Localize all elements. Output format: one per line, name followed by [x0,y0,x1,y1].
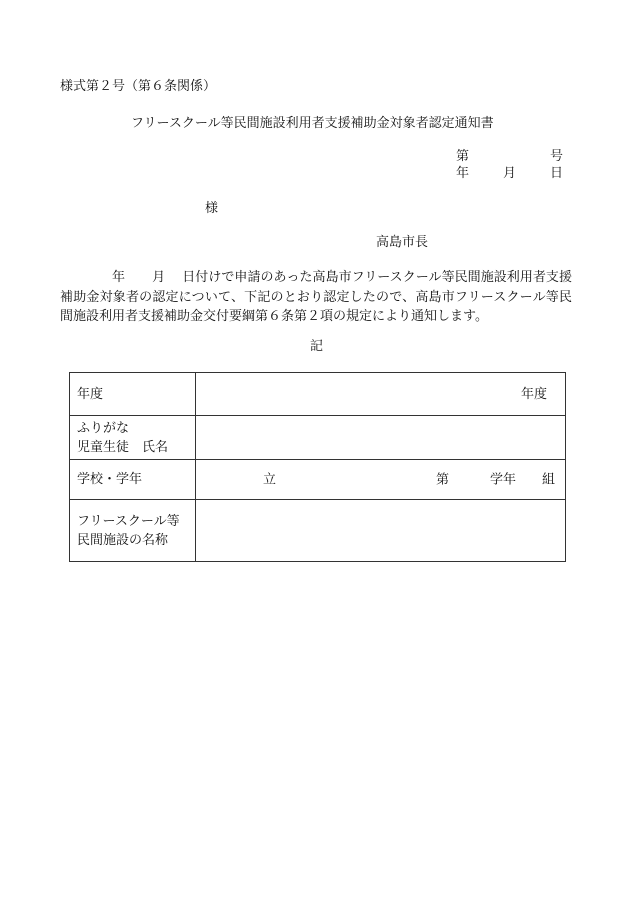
date-year: 年 [456,166,470,181]
facility-label [70,500,196,562]
facility-field[interactable] [196,500,566,562]
school-field[interactable] [196,460,566,500]
school-label: 学校・学年 [70,460,196,500]
addressee-suffix: 様 [205,201,219,216]
facility-label-line2: 民間施設の名称 [77,532,169,548]
doc-no-suffix: 号 [550,149,564,164]
doc-no-prefix: 第 [456,149,470,164]
fiscal-year-label: 年度 [70,373,196,416]
name-label [70,416,196,460]
date-month: 月 [503,166,517,181]
body-paragraph [60,268,572,327]
info-table [69,372,566,562]
form-number: 様式第２号（第６条関係） [60,79,217,94]
row-facility [70,500,566,562]
school-ritsu: 立 [263,472,277,487]
name-field[interactable] [196,416,566,460]
ki-heading: 記 [310,339,324,354]
school-grade: 学年 [490,472,517,487]
date-day: 日 [550,166,564,181]
body-month: 月 [152,270,166,285]
student-name-label: 児童生徒 氏名 [77,439,169,455]
school-class: 組 [542,472,556,487]
fiscal-year-unit: 年度 [520,386,547,402]
body-text: 日付けで申請のあった高島市フリースクール等民間施設利用者支援補助金対象者の認定について、下記のとおり認定したので、高島市フリースクール等民間施設利用者支援補助金交付要綱第６条第２項の規定により通知します。 [60,270,572,325]
row-name [70,416,566,460]
facility-label-line1: フリースクール等 [77,513,180,529]
fiscal-year-field[interactable] [196,373,566,416]
furigana-label: ふりがな [77,420,130,436]
row-fiscal-year [70,373,566,416]
document-title: フリースクール等民間施設利用者支援補助金対象者認定通知書 [131,116,494,131]
body-year: 年 [112,270,126,285]
issuer: 高島市長 [376,235,429,250]
row-school [70,460,566,500]
school-dai: 第 [436,472,450,487]
